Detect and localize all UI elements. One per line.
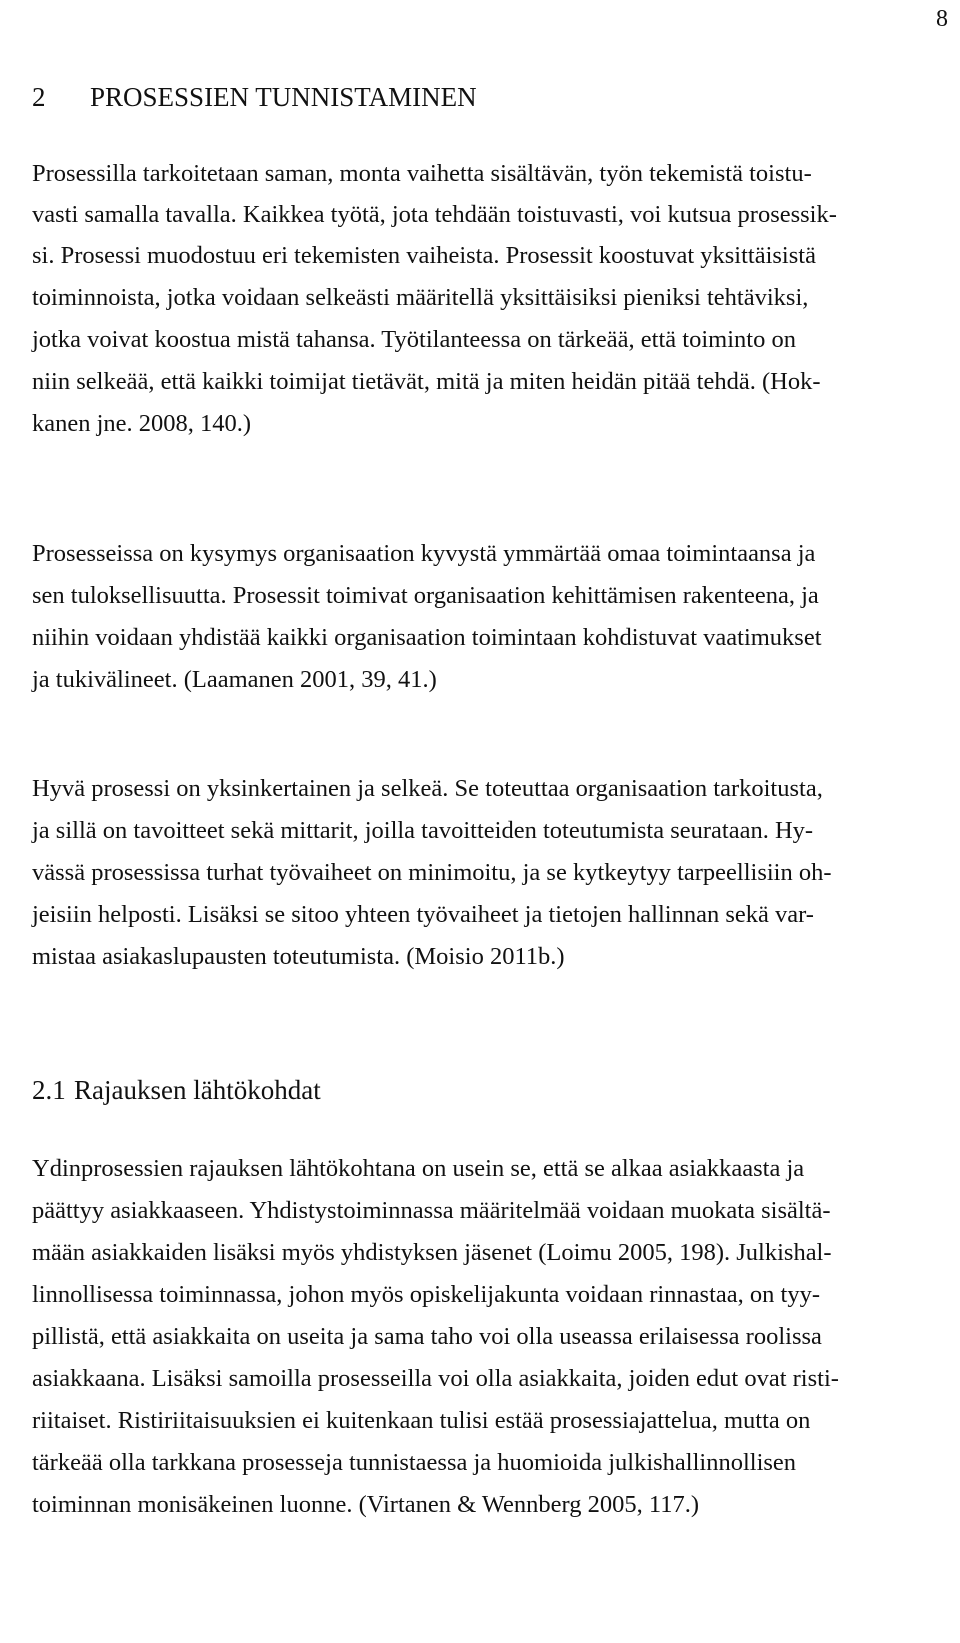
text-line: vasti samalla tavalla. Kaikkea työtä, jota tehdään toistuvasti, voi kutsua prosessik- <box>32 201 837 228</box>
text-line: Prosesseissa on kysymys organisaation kyvystä ymmärtää omaa toimintaansa ja <box>32 540 816 567</box>
page-number: 8 <box>936 6 948 32</box>
text-line: sen tuloksellisuutta. Prosessit toimivat organisaation kehittämisen rakenteena, ja <box>32 582 819 609</box>
subsection-heading <box>32 1073 321 1107</box>
text-line: ja tukivälineet. (Laamanen 2001, 39, 41.) <box>32 666 437 693</box>
text-line: kanen jne. 2008, 140.) <box>32 410 252 437</box>
paragraph-3 <box>32 768 932 978</box>
text-line: mistaa asiakaslupausten toteutumista. (Moisio 2011b.) <box>32 943 565 970</box>
subsection-title: Rajauksen lähtökohdat <box>74 1075 321 1105</box>
text-line: päättyy asiakkaaseen. Yhdistystoiminnassa määritelmää voidaan muokata sisältä- <box>32 1197 831 1224</box>
paragraph-2 <box>32 533 932 701</box>
section-number: 2 <box>32 82 46 112</box>
text-line: asiakkaana. Lisäksi samoilla prosesseilla voi olla asiakkaita, joiden edut ovat risti- <box>32 1365 839 1392</box>
text-line: si. Prosessi muodostuu eri tekemisten vaiheista. Prosessit koostuvat yksittäisistä <box>32 242 816 269</box>
text-line: vässä prosessissa turhat työvaiheet on minimoitu, ja se kytkeytyy tarpeellisiin oh- <box>32 859 832 886</box>
text-line: jotka voivat koostua mistä tahansa. Työtilanteessa on tärkeää, että toiminto on <box>32 326 796 353</box>
text-line: riitaiset. Ristiriitaisuuksien ei kuitenkaan tulisi estää prosessiajattelua, mutta on <box>32 1407 811 1434</box>
text-line: toiminnoista, jotka voidaan selkeästi määritellä yksittäisiksi pieniksi tehtäviksi, <box>32 284 809 311</box>
section-title: PROSESSIEN TUNNISTAMINEN <box>90 82 477 112</box>
text-line: linnollisessa toiminnassa, johon myös opiskelijakunta voidaan rinnastaa, on tyy- <box>32 1281 820 1308</box>
text-line: Prosessilla tarkoitetaan saman, monta vaihetta sisältävän, työn tekemistä toistu- <box>32 160 812 187</box>
text-line: tärkeää olla tarkkana prosesseja tunnistaessa ja huomioida julkishallinnollisen <box>32 1449 797 1476</box>
text-line: pillistä, että asiakkaita on useita ja sama taho voi olla useassa erilaisessa roolissa <box>32 1323 822 1350</box>
paragraph-1 <box>32 153 932 445</box>
text-line: Hyvä prosessi on yksinkertainen ja selkeä. Se toteuttaa organisaation tarkoitusta, <box>32 775 823 802</box>
text-line: toiminnan monisäkeinen luonne. (Virtanen & Wennberg 2005, 117.) <box>32 1491 700 1518</box>
paragraph-4 <box>32 1148 932 1526</box>
text-line: niin selkeää, että kaikki toimijat tietävät, mitä ja miten heidän pitää tehdä. (Hok- <box>32 368 821 395</box>
text-line: mään asiakkaiden lisäksi myös yhdistyksen jäsenet (Loimu 2005, 198). Julkishal- <box>32 1239 832 1266</box>
text-line: ja sillä on tavoitteet sekä mittarit, joilla tavoitteiden toteutumista seurataan. Hy- <box>32 817 814 844</box>
text-line: jeisiin helposti. Lisäksi se sitoo yhteen työvaiheet ja tietojen hallinnan sekä var- <box>32 901 814 928</box>
text-line: Ydinprosessien rajauksen lähtökohtana on usein se, että se alkaa asiakkaasta ja <box>32 1155 805 1182</box>
section-heading <box>32 80 477 114</box>
text-line: niihin voidaan yhdistää kaikki organisaation toimintaan kohdistuvat vaatimukset <box>32 624 822 651</box>
subsection-number: 2.1 <box>32 1075 66 1105</box>
